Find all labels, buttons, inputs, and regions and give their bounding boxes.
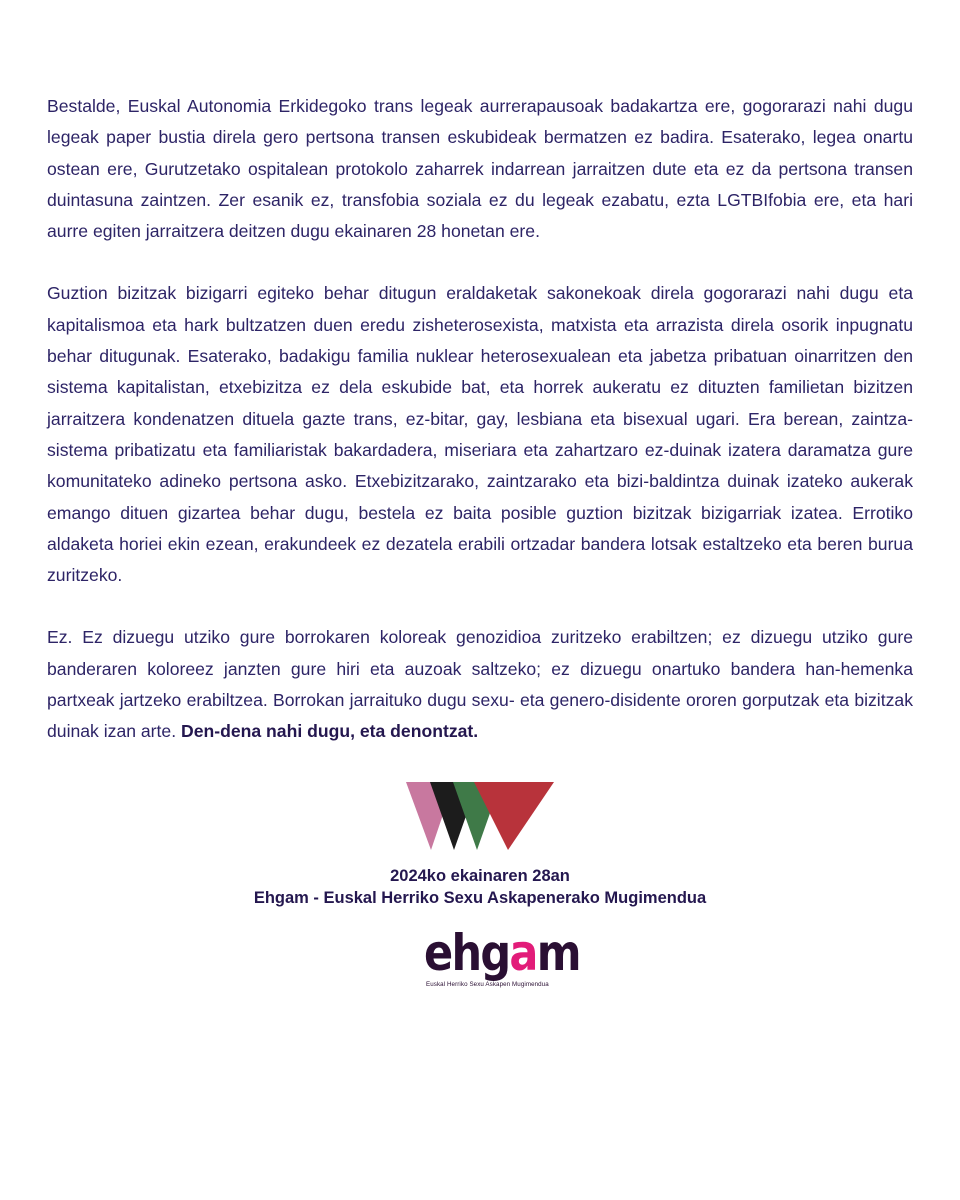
- statement-body: [47, 91, 913, 779]
- triangles-emblem-icon: [404, 780, 556, 852]
- logo-word-part2: a: [509, 924, 537, 982]
- logo-word-part3: m: [536, 924, 580, 982]
- logo-word-part1: ehg: [424, 924, 510, 982]
- ehgam-logo: [420, 924, 580, 995]
- paragraph-trans-law: Bestalde, Euskal Autonomia Erkidegoko trans legeak aurrerapausoak badakartza ere, gogorarazi nahi dugu legeak paper bustia direla gero pertsona transen eskubideak bermatzen ez badira. Esaterako, legea onartu ostean ere, Gurutzetako ospitalean protokolo zaharrek indarrean jarraitzen dute eta ez da pertsona transen duintasuna zaintzen. Zer esanik ez, transfobia soziala ez du legeak ezabatu, ezta LGTBIfobia ere, eta hari aurre egiten jarraitzera deitzen dugu ekainaren 28 honetan ere.: [47, 96, 913, 242]
- paragraph-capitalism: Guztion bizitzak bizigarri egiteko behar ditugun eraldaketak sakonekoak direla gogorarazi nahi dugu eta kapitalismoa eta hark bultzatzen duen eredu zisheterosexista, matxista eta arrazista direla osorik inpugnatu behar ditugunak. Esaterako, badakigu familia nuklear heterosexualean eta jabetza pribatuan oinarritzen den sistema kapitalistan, etxebizitza ez dela eskubide bat, eta horrek aukeratu ez dituzten familietan bizitzen jarraitzera kondenatzen dituela gazte trans, ez-bitar, gay, lesbiana eta bisexual ugari. Era berean, zaintza-sistema pribatizatu eta familiaristak bakardadera, miseriara eta zahartzaro ez-duinak izatera daramatza gure komunitateko adineko pertsona asko. Etxebizitzarako, zaintzarako eta bizi-baldintza duinak izateko aukerak emango dituen gizartea behar dugu, bestela ez baita posible guztion bizitzak bizigarriak izatea. Errotiko aldaketa horiei ekin ezean, erakundeek ez dezatela erabili ortzadar bandera lotsak estaltzeko eta beren burua zuritzeko.: [47, 283, 913, 586]
- logo-wordmark: [424, 923, 580, 983]
- closing-text: Ez. Ez dizuegu utziko gure borrokaren koloreak genozidioa zuritzeko erabiltzen; ez dizuegu utziko gure banderaren koloreez janzten gure hiri eta auzoak saltzeko; ez dizuegu onartuko bandera han-hemenka partxeak jartzeko erabiltzea. Borrokan jarraituko dugu sexu- eta genero-disidente ororen gorputzak eta bizitzak duinak izan arte.: [47, 627, 913, 742]
- signature-organization: Ehgam - Euskal Herriko Sexu Askapenerako Mugimendua: [253, 889, 707, 907]
- signature-date: 2024ko ekainaren 28an: [390, 867, 570, 885]
- logo-tagline: Euskal Herriko Sexu Askapen Mugimendua: [426, 981, 549, 988]
- paragraph-closing: [47, 622, 913, 747]
- closing-slogan: Den-dena nahi dugu, eta denontzat.: [181, 721, 479, 742]
